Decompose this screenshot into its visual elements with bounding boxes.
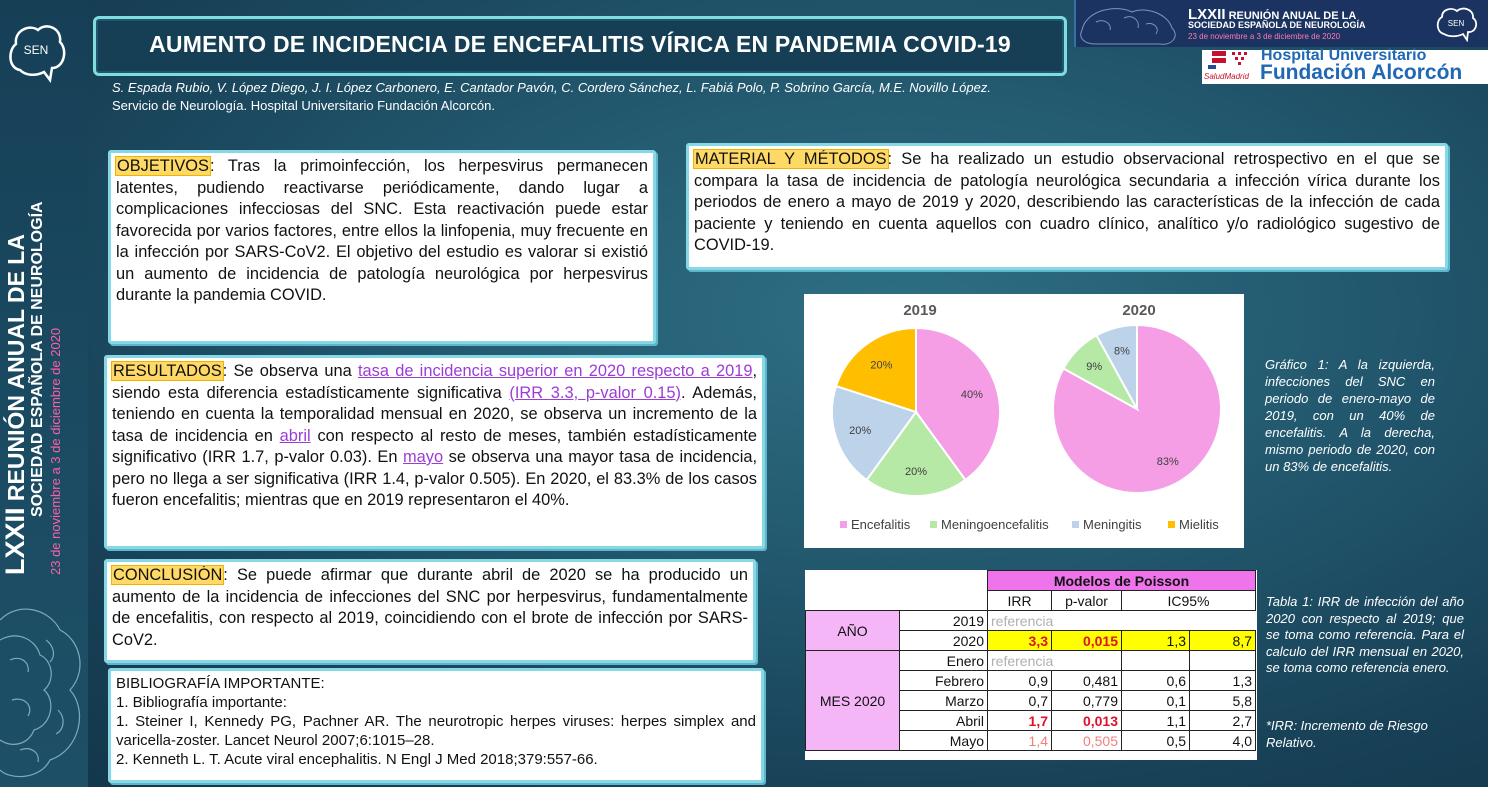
conclusion-box — [104, 559, 756, 663]
cell-pvalor: 0,015 — [1052, 631, 1122, 651]
resultados-box — [104, 355, 765, 549]
banner-line2: SOCIEDAD ESPAÑOLA DE NEUROLOGÍA — [1188, 20, 1366, 30]
metodos-heading: MATERIAL Y MÉTODOS — [695, 150, 887, 168]
title-box — [93, 16, 1067, 76]
row-label: Enero — [900, 651, 988, 671]
table-header: Modelos de Poisson — [988, 571, 1256, 591]
cell-irr: 1,4 — [988, 731, 1052, 751]
pie-2019-label-meningitis: 20% — [849, 425, 872, 438]
col-pvalor: p-valor — [1052, 591, 1122, 611]
col-irr: IRR — [988, 591, 1052, 611]
resultados-text-5: se observa una mayor tasa de incidencia, pero no llega a ser significativa (IRR 1.4, p-valor 0.505). En 2020, el 83.3% de los casos fueron encefalitis; mientras que en 2019 representaron el 40%. — [112, 448, 758, 509]
pie-2019-label-mielitis: 20% — [870, 359, 893, 372]
legend-swatch-meningitis — [1072, 521, 1079, 528]
cell-ic-lo: 0,6 — [1122, 671, 1190, 691]
resultados-link-mayo[interactable]: mayo — [403, 448, 444, 466]
resultados-link-tasa[interactable]: tasa de incidencia superior en 2020 respecto a 2019 — [357, 362, 753, 380]
cell-irr: 0,7 — [988, 691, 1052, 711]
col-ic95: IC95% — [1122, 591, 1256, 611]
banner-dates: 23 de noviembre a 3 de diciembre de 2020 — [1188, 32, 1341, 41]
resultados-heading: RESULTADOS — [113, 362, 222, 380]
row-label: Mayo — [900, 731, 988, 751]
pie-2019-label-encefalitis: 40% — [960, 388, 983, 401]
authors: S. Espada Rubio, V. López Diego, J. I. López Carbonero, E. Cantador Pavón, C. Cordero Sánchez, L. Fabiá Polo, P. Sobrino García, M.E. Novillo López. — [112, 80, 991, 95]
hospital-name-line1: Hospital Universitario — [1261, 47, 1427, 64]
resultados-link-abril[interactable]: abril — [279, 426, 311, 445]
group-mes: MES 2020 — [806, 651, 900, 751]
legend-swatch-mielitis — [1168, 521, 1175, 528]
row-label: Abril — [900, 711, 988, 731]
pie-chart-panel — [804, 294, 1244, 548]
cell-ic-lo: 0,1 — [1122, 691, 1190, 711]
conclusion-text: : Se puede afirmar que durante abril de 2020 se ha producido un aumento de la incidencia de infecciones del SNC por herpesvirus, fundamentalmente de encefalitis, con respecto al 2019, coincidiendo con el brote de infección por SARS-CoV2. — [112, 566, 748, 649]
cell-ic-hi: 5,8 — [1190, 691, 1256, 711]
cell-pvalor: 0,481 — [1052, 671, 1122, 691]
cell-irr: 3,3 — [988, 631, 1052, 651]
objetivos-box — [108, 150, 656, 344]
cell-ic-hi: 1,3 — [1190, 671, 1256, 691]
cell-irr: 1,7 — [988, 711, 1052, 731]
metodos-box — [686, 143, 1448, 270]
cell-ic-hi: 4,0 — [1190, 731, 1256, 751]
cell-ic-lo: 1,1 — [1122, 711, 1190, 731]
legend-label-encefalitis: Encefalitis — [851, 517, 911, 532]
cell-irr: 0,9 — [988, 671, 1052, 691]
side-line2: SOCIEDAD ESPAÑOLA DE NEUROLOGÍA — [29, 201, 46, 517]
pie-title-2019: 2019 — [903, 302, 937, 319]
resultados-link-irr[interactable]: (IRR 3.3, p-valor 0.15) — [509, 383, 681, 402]
pie-2020-label-encefalitis: 83% — [1156, 456, 1179, 469]
row-label: Febrero — [900, 671, 988, 691]
legend-swatch-encefalitis — [840, 521, 847, 528]
row-ref: referencia — [988, 611, 1256, 631]
banner-roman: LXXII — [1188, 6, 1226, 23]
row-ref: referencia — [988, 651, 1122, 671]
legend-label-mielitis: Mielitis — [1179, 517, 1219, 532]
pie-title-2020: 2020 — [1122, 302, 1156, 319]
banner-brain-art — [1076, 0, 1186, 47]
side-dates: 23 de noviembre a 3 de diciembre de 2020 — [48, 327, 63, 575]
poisson-table — [805, 570, 1256, 751]
pie-2019-label-meningoencefalitis: 20% — [904, 465, 928, 478]
affiliation: Servicio de Neurología. Hospital Universitario Fundación Alcorcón. — [112, 98, 495, 113]
table-corner — [806, 571, 900, 591]
row-label: 2019 — [900, 611, 988, 631]
banner-line1: REUNIÓN ANUAL DE LA — [1228, 10, 1357, 22]
sen-logo-left — [6, 20, 68, 86]
resultados-text-4: con respecto al resto de meses, también estadísticamente significativo (IRR 1.7, p-valor 0.03). En — [112, 426, 757, 466]
hospital-name-line2: Fundación Alcorcón — [1260, 61, 1463, 84]
poster-title: AUMENTO DE INCIDENCIA DE ENCEFALITIS VÍRICA EN PANDEMIA COVID-19 — [149, 31, 1011, 57]
cell-ic-hi: 2,7 — [1190, 711, 1256, 731]
legend-label-meningitis: Meningitis — [1083, 517, 1142, 532]
legend-label-meningoencefalitis: Meningoencefalitis — [941, 517, 1049, 532]
brain-decoration — [0, 600, 88, 787]
sen-logo-left-text: SEN — [23, 43, 49, 57]
table-caption: Tabla 1: IRR de infección del año 2020 con respecto al 2019; que se toma como referencia. Para el calculo del IRR mensual en 2020, se toma como referencia enero. — [1266, 594, 1464, 675]
resultados-text-2: , siendo esta diferencia estadísticamente significativa — [112, 362, 758, 402]
cell-ic-hi: 8,7 — [1190, 631, 1256, 651]
cell-ic-lo: 0,5 — [1122, 731, 1190, 751]
cell-pvalor: 0,013 — [1052, 711, 1122, 731]
cell-pvalor: 0,505 — [1052, 731, 1122, 751]
resultados-text-3: . Además, teniendo en cuenta la temporalidad mensual en 2020, se observa un incremento de la tasa de incidencia en — [112, 383, 757, 445]
objetivos-heading: OBJETIVOS — [117, 157, 209, 175]
group-ano: AÑO — [806, 611, 900, 651]
row-label: Marzo — [900, 691, 988, 711]
side-roman: LXXII — [0, 507, 30, 575]
pie-chart-svg — [804, 294, 1244, 548]
salud-madrid-label: SaludMadrid — [1204, 72, 1249, 81]
pie-2020-label-meningoencefalitis: 9% — [1086, 361, 1103, 374]
row-label: 2020 — [900, 631, 988, 651]
bibliografia-ref-2: 2. Kenneth L. T. Acute viral encephalitis. N Engl J Med 2018;379:557-66. — [116, 751, 598, 768]
bibliografia-ref-1: 1. Steiner I, Kennedy PG, Pachner AR. The neurotropic herpes viruses: herpes simplex and varicella-zoster. Lancet Neurol 2007;6:1015–28. — [116, 713, 756, 749]
table-note: *IRR: Incremento de Riesgo Relativo. — [1266, 718, 1428, 750]
objetivos-text: : Tras la primoinfección, los herpesvirus permanecen latentes, pudiendo reactivarse periódicamente, dando lugar a complicaciones infecciosas del SNC. Esta reactivación puede estar favorecida por varios factores, entre ellos la linfopenia, muy frecuente en la infección por SARS-CoV2. El objetivo del estudio es valorar si existió un aumento de incidencia de patología neurológica por herpesvirus durante la pandemia COVID. — [116, 157, 648, 304]
bibliografia-heading: BIBLIOGRAFÍA IMPORTANTE: — [116, 675, 325, 692]
cell-ic-lo: 1,3 — [1122, 631, 1190, 651]
sen-logo-right-text: SEN — [1447, 19, 1465, 28]
side-line1: REUNIÓN ANUAL DE LA — [3, 234, 29, 502]
conclusion-heading: CONCLUSIÓN — [113, 566, 223, 584]
bibliografia-subheading: 1. Bibliografía importante: — [116, 694, 287, 711]
chart-caption: Gráfico 1: A la izquierda, infecciones del SNC en periodo de enero-mayo de 2019, con un 40% de encefalitis. A la derecha, mismo periodo de 2020, con un 83% de encefalitis. — [1265, 357, 1435, 474]
legend-swatch-meningoencefalitis — [930, 521, 937, 528]
poisson-table-panel — [805, 570, 1257, 760]
bibliografia-box — [108, 668, 764, 783]
resultados-text-1: : Se observa una — [222, 362, 358, 380]
sen-logo-right — [1434, 6, 1480, 42]
metodos-text: : Se ha realizado un estudio observacional retrospectivo en el que se compara la tasa de incidencia de patología neurológica secundaria a infección vírica durante los periodos de enero a mayo de 2019 y 2020, describiendo las características de la infección de cada paciente y teniendo en cuenta aquellos con cuadro clínico, analítico y/o radiológico sugestivo de COVID-19. — [694, 150, 1440, 254]
pie-2020-label-meningitis: 8% — [1114, 345, 1130, 358]
cell-pvalor: 0,779 — [1052, 691, 1122, 711]
